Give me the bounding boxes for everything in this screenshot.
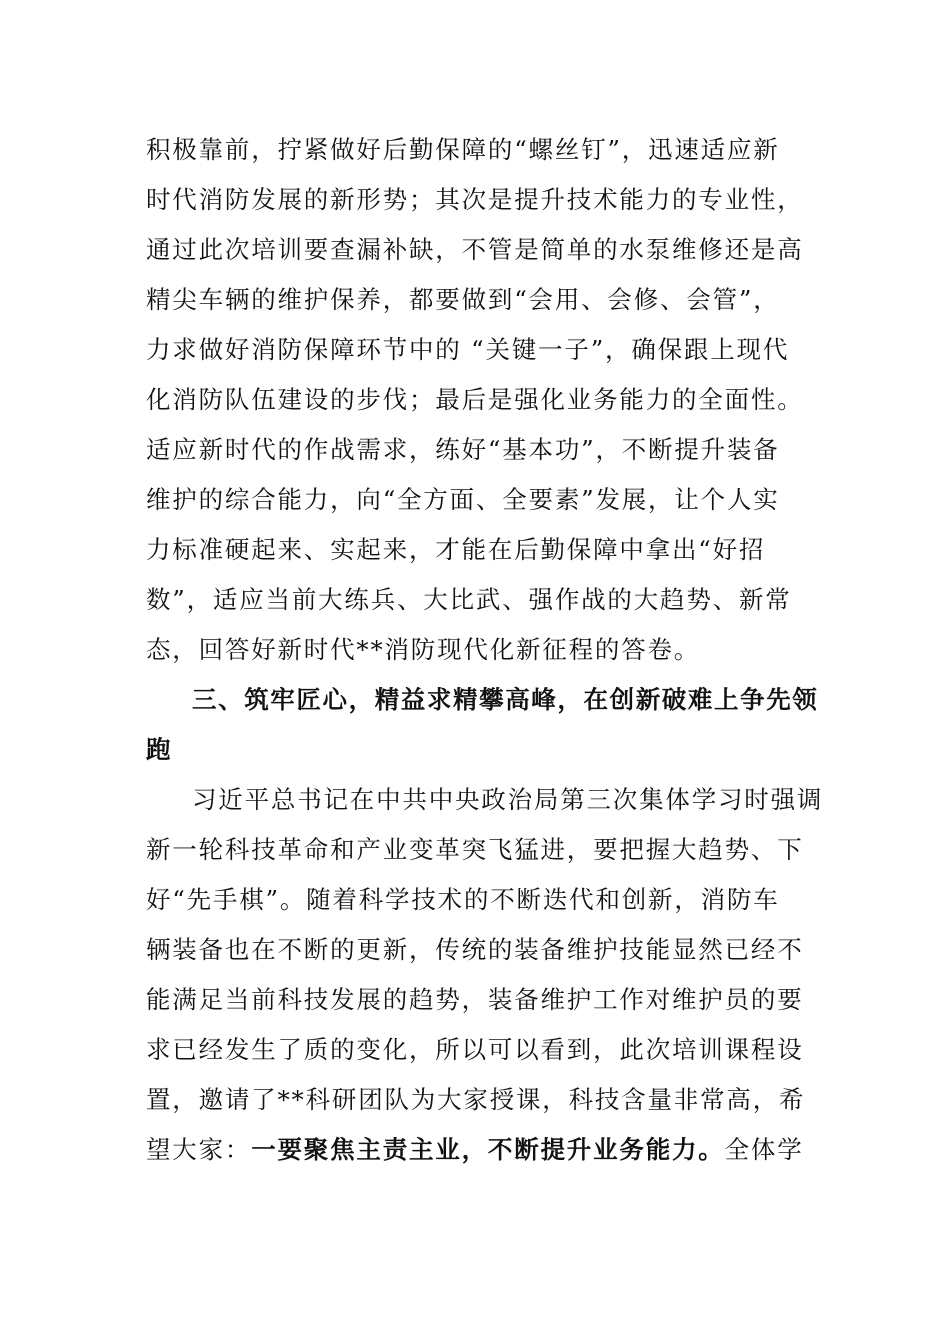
section-heading-line: 跑 [146,735,173,764]
text-line: 辆装备也在不断的更新，传统的装备维护技能显然已经不 [146,935,804,964]
text-line: 适应新时代的作战需求，练好“基本功”，不断提升装备 [146,435,780,464]
text-line: 通过此次培训要查漏补缺，不管是简单的水泵维修还是高 [146,235,804,264]
text-line: 时代消防发展的新形势；其次是提升技术能力的专业性， [146,185,804,214]
text-line: 维护的综合能力，向“全方面、全要素”发展，让个人实 [146,485,780,514]
section-heading-line: 三、筑牢匠心，精益求精攀高峰，在创新破难上争先领 [192,685,819,714]
text-line: 习近平总书记在中共中央政治局第三次集体学习时强调 [192,785,824,814]
text-line: 新一轮科技革命和产业变革突飞猛进，要把握大趋势、下 [146,835,804,864]
text-line: 精尖车辆的维护保养，都要做到“会用、会修、会管”， [146,285,780,314]
text-line: 力求做好消防保障环节中的 “关键一子”，确保跟上现代 [146,335,790,364]
text-line-mixed [146,1125,806,1175]
text-line: 力标准硬起来、实起来，才能在后勤保障中拿出“好招 [146,535,766,564]
paragraph-continuation [146,125,806,675]
emphasis-segment: 一要聚焦主责主业，不断提升业务能力。 [251,1135,725,1164]
text-line: 态，回答好新时代**消防现代化新征程的答卷。 [146,635,701,664]
text-line: 积极靠前，拧紧做好后勤保障的“螺丝钉”，迅速适应新 [146,135,780,164]
text-line: 求已经发生了质的变化，所以可以看到，此次培训课程设 [146,1035,804,1064]
text-segment: 望大家： [146,1135,252,1164]
text-line: 置，邀请了**科研团队为大家授课，科技含量非常高，希 [146,1085,806,1114]
text-line: 化消防队伍建设的步伐；最后是强化业务能力的全面性。 [146,385,804,414]
document-body [146,125,824,1175]
paragraph-two [146,775,824,1175]
text-segment: 全体学 [724,1135,804,1164]
text-line: 好“先手棋”。随着科学技术的不断迭代和创新，消防车 [146,885,780,914]
section-heading [146,675,819,775]
text-line: 能满足当前科技发展的趋势，装备维护工作对维护员的要 [146,985,804,1014]
text-line: 数”，适应当前大练兵、大比武、强作战的大趋势、新常 [146,585,792,614]
